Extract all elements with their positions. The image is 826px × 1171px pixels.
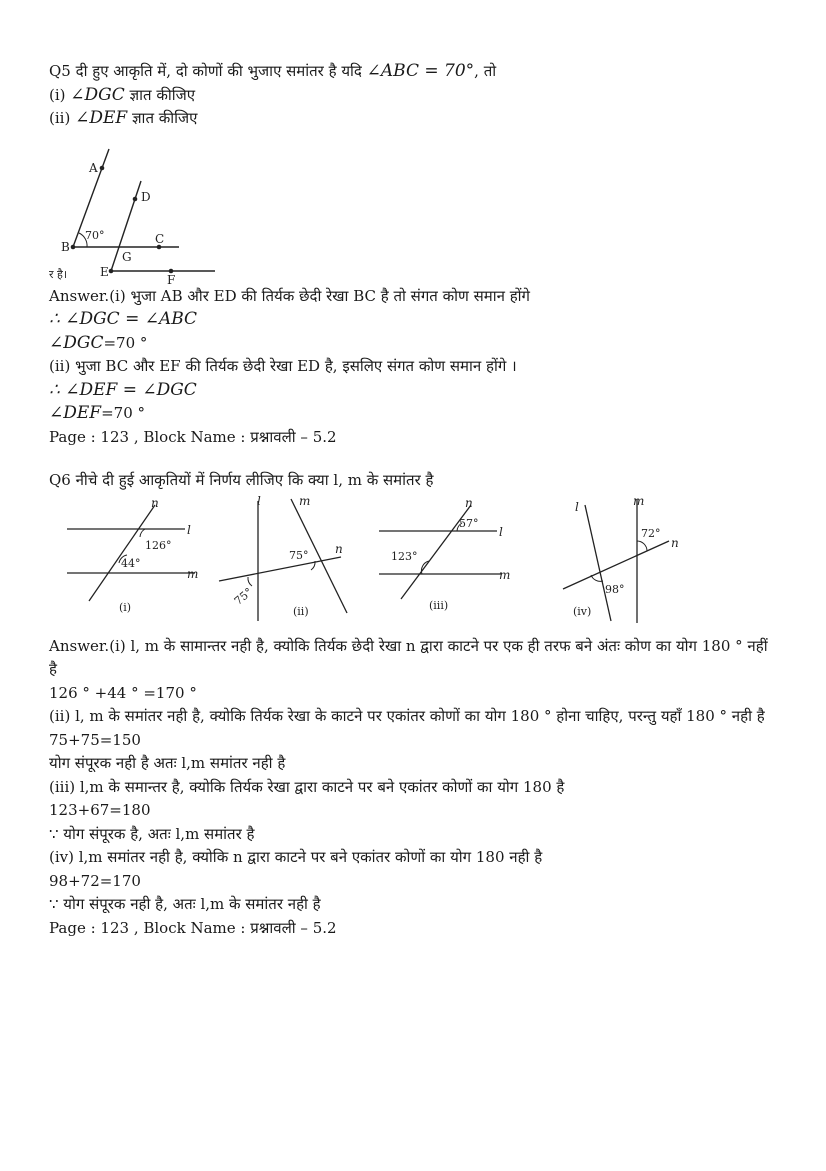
fig-i-line-m: m <box>187 566 199 581</box>
fig-ii-angle-75-bottom: 75° <box>231 584 256 608</box>
q5-answer-ii: (ii) भुजा BC और EF की तिर्यक छेदी रेखा ED है, इसलिए संगत कोण समान होंगे । <box>49 357 517 375</box>
figure-i <box>67 496 198 614</box>
label-b: B <box>61 239 70 254</box>
label-e: E <box>100 264 109 279</box>
q6-answer-iv: (iv) l,m समांतर नही है, क्योकि n द्वारा काटने पर बने एकांतर कोणों का योग 180 नही है <box>49 848 543 866</box>
angle-70: 70° <box>85 228 105 242</box>
fig-ii-caption: (ii) <box>293 604 309 618</box>
fig-iii-line-l: l <box>499 524 503 539</box>
figure-iv <box>563 494 679 623</box>
q5-eq3: ∴ ∠DEF = ∠DGC <box>49 379 197 400</box>
q6-calc-i: 126 ° +44 ° =170 ° <box>49 683 197 702</box>
fig-i-line-n: n <box>151 495 159 510</box>
q5-page-ref: Page : 123 , Block Name : प्रश्नावली – 5.2 <box>49 427 337 446</box>
fig-iv-line-n: n <box>671 535 679 550</box>
document-page <box>49 60 789 940</box>
q5-given-angle: ∠ABC = 70° <box>366 61 475 81</box>
q6-concl-iv: ∵ योग संपूरक नही है, अतः l,m के समांतर नही है <box>49 895 321 913</box>
fig-iv-angle-98: 98° <box>605 582 625 596</box>
fig-ii-line-m: m <box>299 493 311 508</box>
fig-ii-line-l: l <box>257 493 261 508</box>
fig-i-caption: (i) <box>119 600 132 614</box>
q5-question: Q5 दी हुए आकृति में, दो कोणों की भुजाए समांतर है यदि ∠ABC = 70°, तो <box>49 61 497 81</box>
label-a: A <box>89 160 98 175</box>
label-d: D <box>141 189 151 204</box>
figure-iii <box>379 496 510 612</box>
q6-concl-iii: ∵ योग संपूरक है, अतः l,m समांतर है <box>49 824 255 843</box>
q6-concl-ii: योग संपूरक नही है अतः l,m समांतर नही है <box>49 754 286 772</box>
fig-ii-line-n: n <box>335 541 343 556</box>
q6-answer-i: Answer.(i) l, m के सामान्तर नही है, क्योकि तिर्यक छेदी रेखा n द्वारा काटने पर एक ही तरफ बने अंतः कोण का योग 180 ° नहीं है <box>49 636 768 678</box>
fig-iii-line-m: m <box>499 567 511 582</box>
q6-answer-iii: (iii) l,m के समान्तर है, क्योकि तिर्यक रेखा द्वारा काटने पर बने एकांतर कोणों का योग 180 है <box>49 777 565 796</box>
fig-iii-angle-57: 57° <box>459 516 479 530</box>
q5-eq2: ∠DGC=70 ° <box>49 332 148 353</box>
fig-iii-angle-123: 123° <box>391 549 418 563</box>
fig-iv-line-l: l <box>575 499 579 514</box>
label-f: F <box>167 272 176 287</box>
cropped-fragment: र है। <box>49 267 68 281</box>
figure-ii <box>219 494 347 621</box>
q5-figure <box>49 139 249 287</box>
fig-i-line-l: l <box>187 522 191 537</box>
fig-i-angle-126: 126° <box>145 538 172 552</box>
fig-iii-line-n: n <box>465 495 473 510</box>
fig-iv-angle-72: 72° <box>641 526 661 540</box>
fig-i-angle-44: 44° <box>121 556 141 570</box>
q6-calc-iv: 98+72=170 <box>49 871 141 890</box>
fig-ii-angle-75-top: 75° <box>289 548 309 562</box>
q5-eq1: ∴ ∠DGC = ∠ABC <box>49 309 198 329</box>
q6-answer-ii: (ii) l, m के समांतर नही है, क्योकि तिर्यक रेखा के काटने पर एकांतर कोणों का योग 180 ° होना चाहिए, परन्तु यहाँ 180 ° नही है <box>49 707 765 725</box>
q5-eq4: ∠DEF=70 ° <box>49 403 146 423</box>
q5-answer-i: Answer.(i) भुजा AB और ED की तिर्यक छेदी रेखा BC है तो संगत कोण समान होंगे <box>49 286 530 305</box>
q6-calc-iii: 123+67=180 <box>49 801 151 819</box>
q5-part-i: (i) ∠DGC ज्ञात कीजिए <box>49 84 196 105</box>
q5-part-ii: (ii) ∠DEF ज्ञात कीजिए <box>49 108 198 128</box>
q6-page-ref: Page : 123 , Block Name : प्रश्नावली – 5.2 <box>49 918 337 937</box>
label-g: G <box>122 249 132 264</box>
q6-figures <box>55 493 795 627</box>
fig-iv-line-m: m <box>633 493 645 508</box>
label-c: C <box>155 231 165 246</box>
fig-iv-caption: (iv) <box>573 604 592 618</box>
q6-calc-ii: 75+75=150 <box>49 730 141 749</box>
fig-iii-caption: (iii) <box>429 598 449 612</box>
q6-question: Q6 नीचे दी हुई आकृतियों में निर्णय लीजिए कि क्या l, m के समांतर है <box>49 471 434 489</box>
